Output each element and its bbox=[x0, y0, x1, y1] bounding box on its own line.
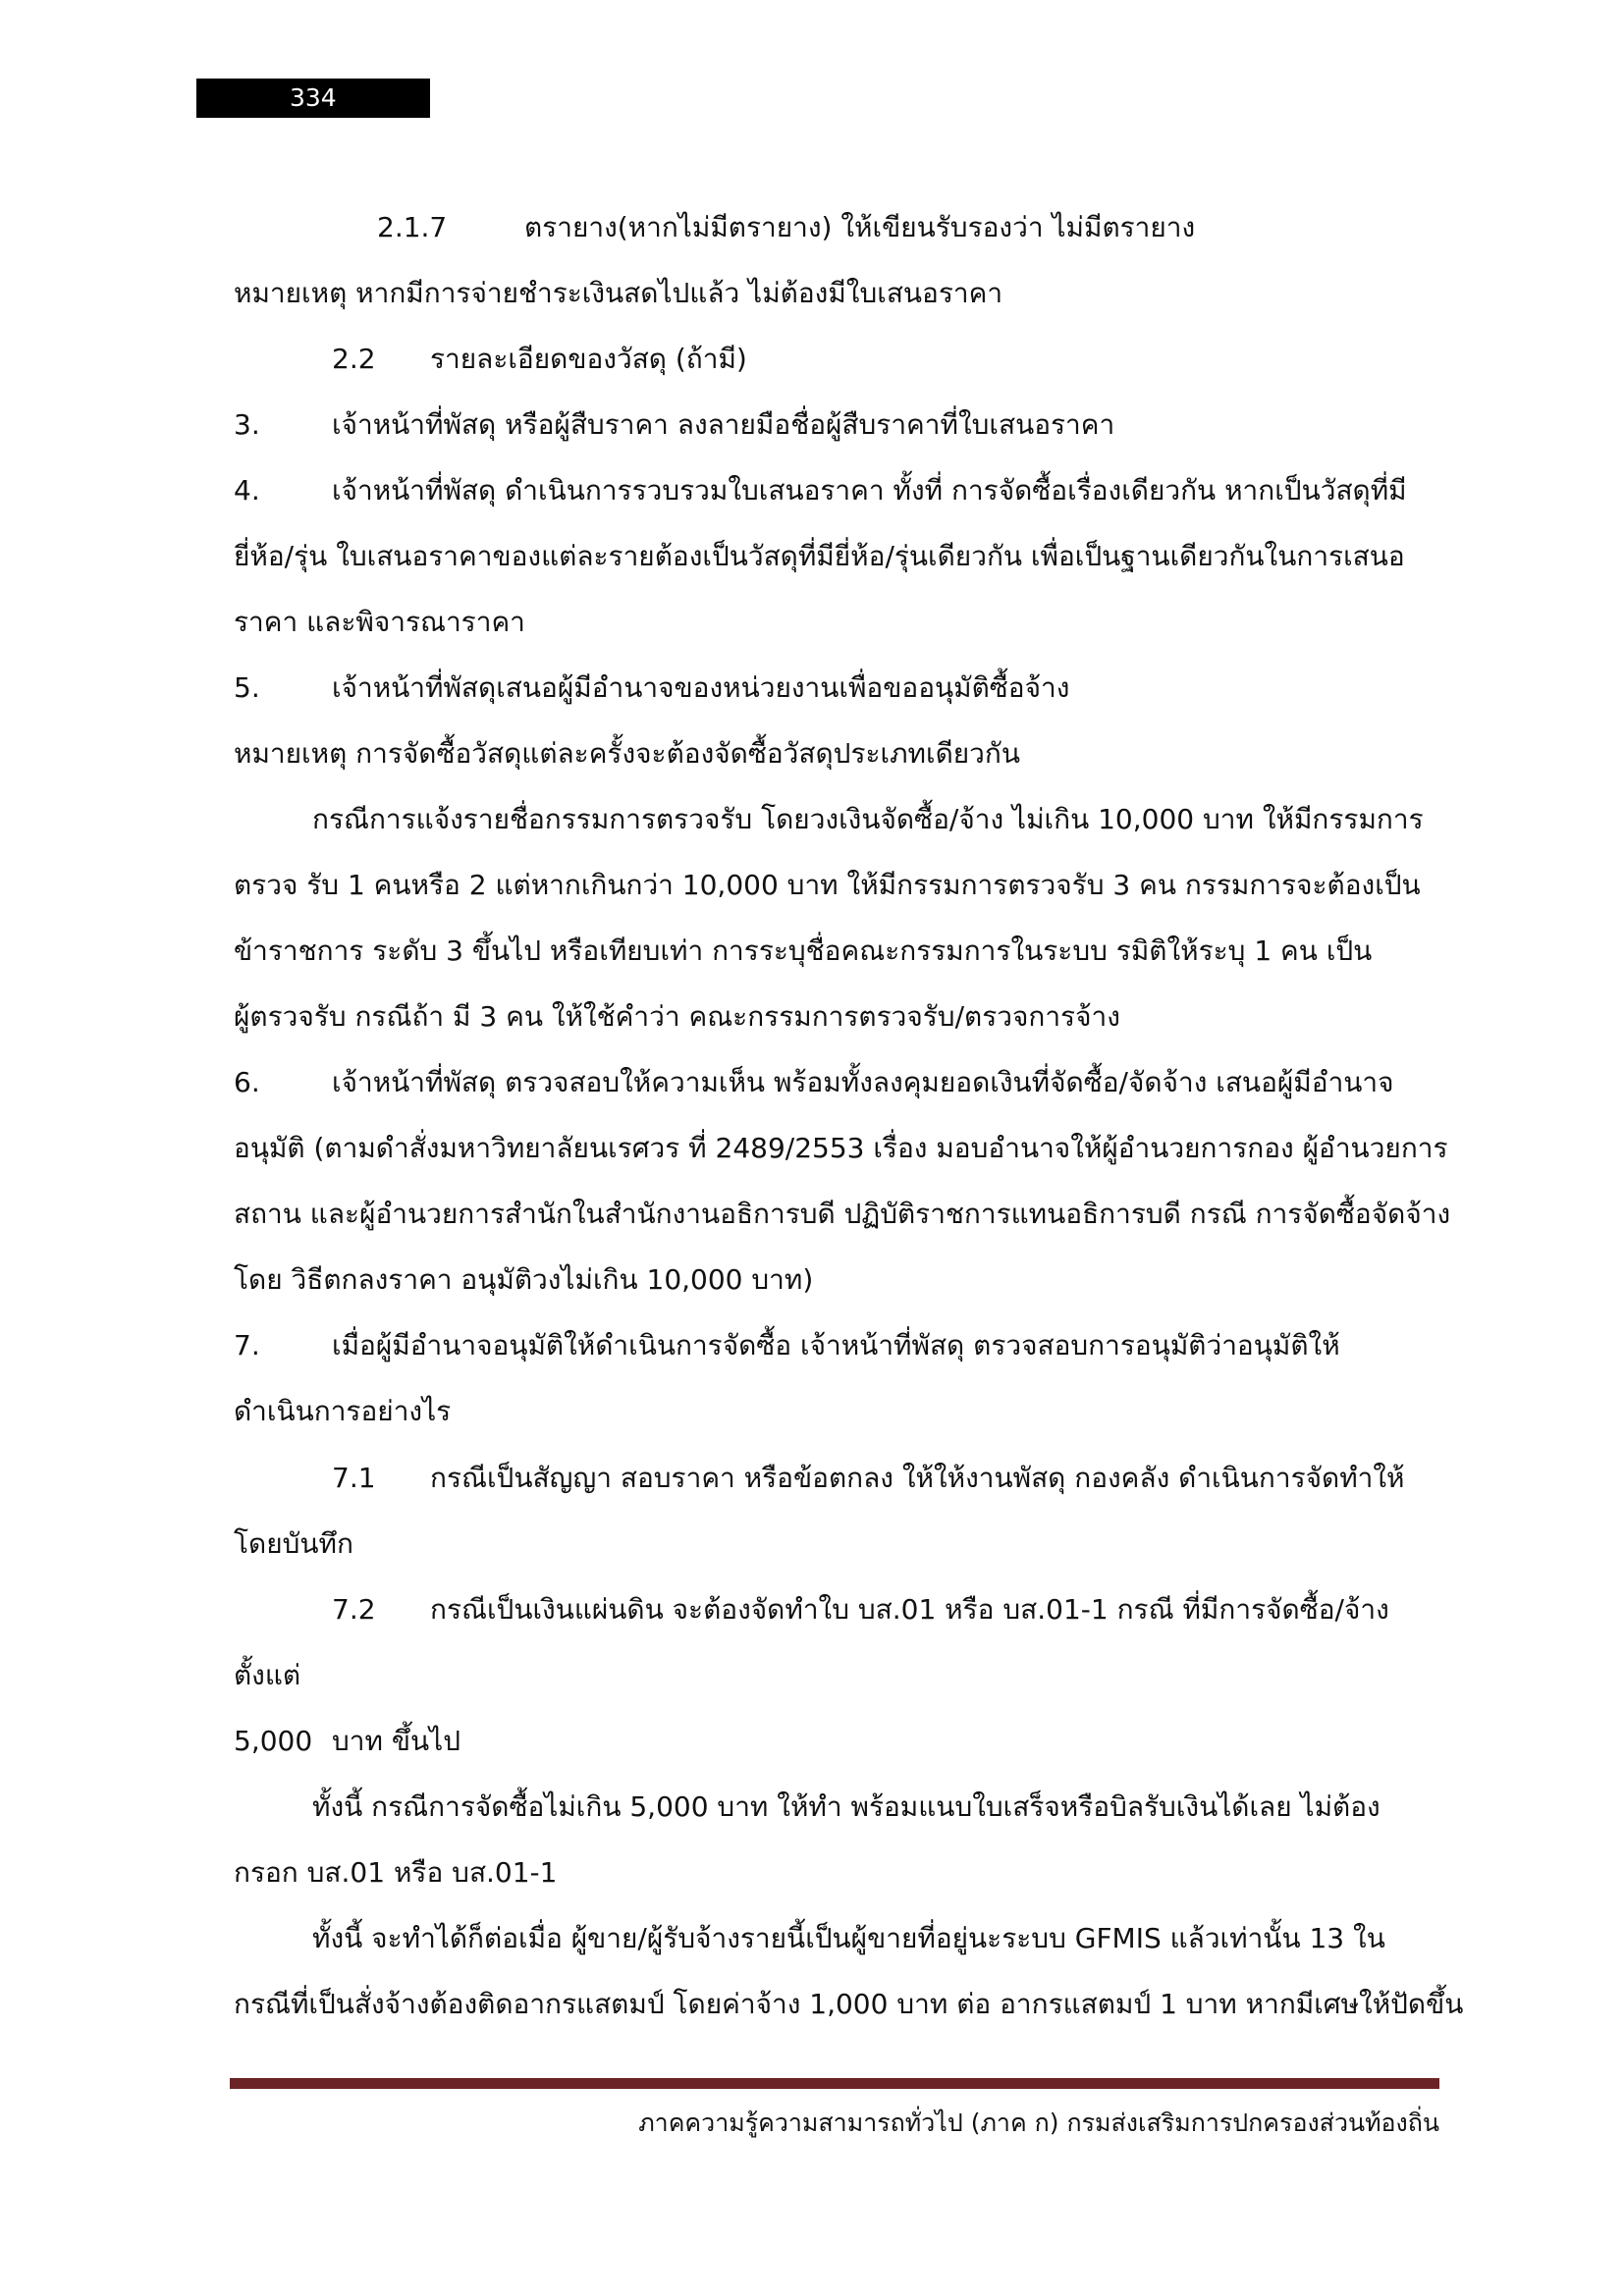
section-number-5: 5. bbox=[234, 671, 260, 704]
body-line-13: ผู้ตรวจรับ กรณีถ้า มี 3 คน ให้ใช้คำว่า คณะกรรมการตรวจรับ/ตรวจการจ้าง bbox=[234, 1000, 1120, 1033]
section-number-7-1: 7.1 bbox=[332, 1462, 376, 1494]
section-number-7-2: 7.2 bbox=[332, 1593, 376, 1626]
body-line-20: กรณีเป็นสัญญา สอบราคา หรือข้อตกลง ให้ให้งานพัสดุ กองคลัง ดำเนินการจัดทำให้ bbox=[430, 1462, 1405, 1494]
body-line-26: กรอก บส.01 หรือ บส.01-1 bbox=[234, 1856, 558, 1889]
section-number-7: 7. bbox=[234, 1329, 260, 1362]
section-number-2-1-7: 2.1.7 bbox=[377, 211, 448, 243]
body-line-18: เมื่อผู้มีอำนาจอนุมัติให้ดำเนินการจัดซื้อ เจ้าหน้าที่พัสดุ ตรวจสอบการอนุมัติว่าอนุมัติให้ bbox=[332, 1329, 1340, 1362]
body-line-23: ตั้งแต่ bbox=[234, 1659, 301, 1691]
body-line-6: ยี่ห้อ/รุ่น ใบเสนอราคาของแต่ละรายต้องเป็นวัสดุที่มียี่ห้อ/รุ่นเดียวกัน เพื่อเป็นฐานเดียวกันในการเสนอ bbox=[234, 540, 1405, 572]
body-line-4: เจ้าหน้าที่พัสดุ หรือผู้สืบราคา ลงลายมือชื่อผู้สืบราคาที่ใบเสนอราคา bbox=[332, 408, 1115, 441]
body-line-27: ทั้งนี้ จะทำได้ก็ต่อเมื่อ ผู้ขาย/ผู้รับจ้างรายนี้เป็นผู้ขายที่อยู่นะระบบ GFMIS แล้วเท่านั้น 13 ใน bbox=[312, 1922, 1385, 1954]
body-line-28: กรณีที่เป็นสั่งจ้างต้องติดอากรแสตมป์ โดยค่าจ้าง 1,000 บาท ต่อ อากรแสตมป์ 1 บาท หากมีเศษให้ปัดขึ้น bbox=[234, 1988, 1464, 2020]
body-line-14: เจ้าหน้าที่พัสดุ ตรวจสอบให้ความเห็น พร้อมทั้งลงคุมยอดเงินที่จัดซื้อ/จัดจ้าง เสนอผู้มีอำนาจ bbox=[332, 1066, 1394, 1098]
body-line-21: โดยบันทึก bbox=[234, 1527, 353, 1560]
body-line-19: ดำเนินการอย่างไร bbox=[234, 1395, 452, 1427]
body-line-10: กรณีการแจ้งรายชื่อกรรมการตรวจรับ โดยวงเงินจัดซื้อ/จ้าง ไม่เกิน 10,000 บาท ให้มีกรรมการ bbox=[312, 803, 1424, 835]
body-line-1: ตรายาง(หากไม่มีตรายาง) ให้เขียนรับรองว่า ไม่มีตรายาง bbox=[524, 211, 1196, 243]
body-line-9: หมายเหตุ การจัดซื้อวัสดุแต่ละครั้งจะต้องจัดซื้อวัสดุประเภทเดียวกัน bbox=[234, 737, 1020, 770]
body-line-25: ทั้งนี้ กรณีการจัดซื้อไม่เกิน 5,000 บาท ให้ทำ พร้อมแนบใบเสร็จหรือบิลรับเงินได้เลย ไม่ต้อง bbox=[312, 1790, 1380, 1823]
footer-text: ภาคความรู้ความสามารถทั่วไป (ภาค ก) กรมส่งเสริมการปกครองส่วนท้องถิ่น bbox=[638, 2109, 1439, 2137]
section-number-4: 4. bbox=[234, 474, 260, 507]
body-line-12: ข้าราชการ ระดับ 3 ขึ้นไป หรือเทียบเท่า การระบุชื่อคณะกรรมการในระบบ รมิติให้ระบุ 1 คน เป็น bbox=[234, 934, 1373, 967]
body-line-16: สถาน และผู้อำนวยการสำนักในสำนักงานอธิการบดี ปฏิบัติราชการแทนอธิการบดี กรณี การจัดซื้อจัดจ้าง bbox=[234, 1198, 1451, 1230]
footer-rule bbox=[230, 2078, 1439, 2089]
body-line-2: หมายเหตุ หากมีการจ่ายชำระเงินสดไปแล้ว ไม่ต้องมีใบเสนอราคา bbox=[234, 277, 1003, 309]
body-line-5: เจ้าหน้าที่พัสดุ ดำเนินการรวบรวมใบเสนอราคา ทั้งที่ การจัดซื้อเรื่องเดียวกัน หากเป็นวัสดุที่มี bbox=[332, 474, 1407, 507]
page-number: 334 bbox=[196, 79, 430, 118]
amount-5000: 5,000 bbox=[234, 1725, 313, 1757]
section-number-3: 3. bbox=[234, 408, 260, 441]
body-line-15: อนุมัติ (ตามดำสั่งมหาวิทยาลัยนเรศวร ที่ 2489/2553 เรื่อง มอบอำนาจให้ผู้อำนวยการกอง ผู้อำนวยการ bbox=[234, 1132, 1448, 1164]
body-line-11: ตรวจ รับ 1 คนหรือ 2 แต่หากเกินกว่า 10,000 บาท ให้มีกรรมการตรวจรับ 3 คน กรรมการจะต้องเป็น bbox=[234, 869, 1421, 901]
body-line-17: โดย วิธีตกลงราคา อนุมัติวงไม่เกิน 10,000 บาท) bbox=[234, 1263, 814, 1296]
section-number-6: 6. bbox=[234, 1066, 260, 1098]
body-line-3: รายละเอียดของวัสดุ (ถ้ามี) bbox=[430, 343, 747, 375]
body-line-7: ราคา และพิจารณาราคา bbox=[234, 606, 525, 638]
section-number-2-2: 2.2 bbox=[332, 343, 376, 375]
body-line-8: เจ้าหน้าที่พัสดุเสนอผู้มีอำนาจของหน่วยงานเพื่อขออนุมัติซื้อจ้าง bbox=[332, 671, 1070, 704]
body-line-22: กรณีเป็นเงินแผ่นดิน จะต้องจัดทำใบ บส.01 หรือ บส.01-1 กรณี ที่มีการจัดซื้อ/จ้าง bbox=[430, 1593, 1389, 1626]
body-line-24: บาท ขึ้นไป bbox=[332, 1725, 460, 1757]
